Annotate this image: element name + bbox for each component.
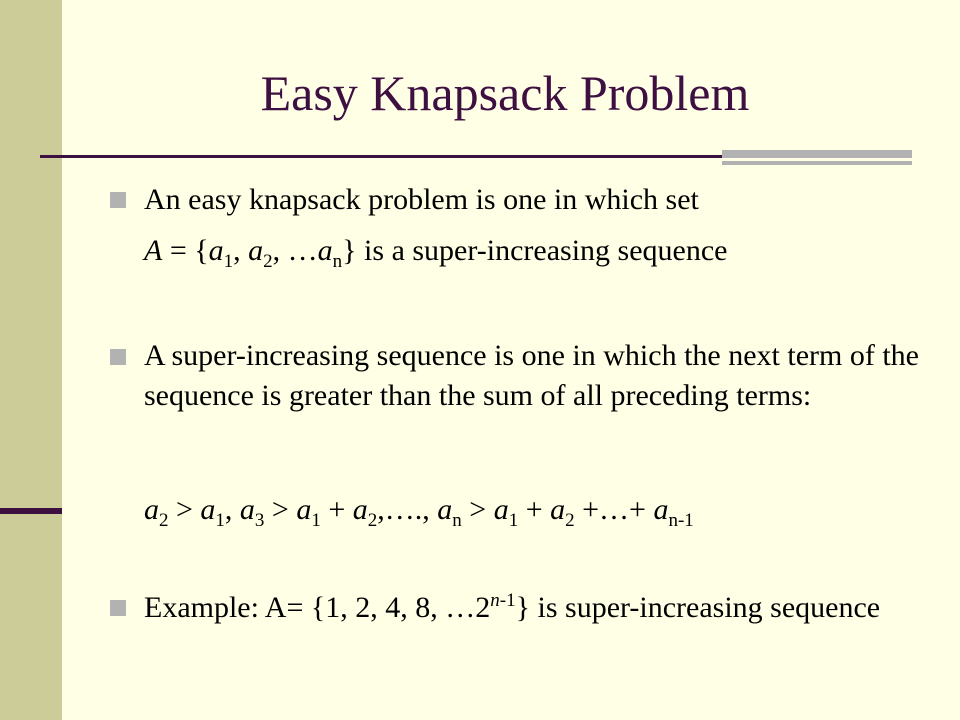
example-tail: } is super-increasing sequence: [515, 591, 881, 624]
formula-op: ,: [224, 493, 240, 526]
bullet-marker-1: [110, 192, 126, 208]
formula-term: a: [437, 493, 453, 526]
formula-sub: 2: [565, 510, 575, 531]
bullet-1-set-definition: [144, 231, 934, 271]
formula-term: a: [550, 493, 566, 526]
formula-term: a: [352, 493, 368, 526]
formula-sub: 1: [311, 510, 321, 531]
formula-op: >: [264, 493, 297, 526]
left-decorative-band: [0, 0, 62, 720]
example-exponent-n: n: [490, 590, 500, 611]
formula-op: >: [461, 493, 494, 526]
formula-sub: 3: [254, 510, 265, 531]
formula-op: ,….,: [377, 493, 438, 526]
set-elem-2-sub: 2: [263, 251, 273, 272]
formula-sub: 1: [508, 510, 519, 531]
set-sep-2: , …: [272, 234, 318, 267]
formula-term: a: [653, 493, 669, 526]
set-close: } is a super-increasing sequence: [342, 234, 728, 267]
formula-sub: 2: [367, 510, 378, 531]
set-elem-n: a: [317, 234, 333, 267]
formula-term: a: [493, 493, 509, 526]
bullet-marker-2: [110, 349, 126, 365]
formula-sub: n: [452, 510, 462, 531]
set-elem-2: a: [248, 234, 264, 267]
slide-title: Easy Knapsack Problem: [260, 65, 750, 121]
title-divider-accent: [722, 150, 912, 158]
formula-op: +: [320, 493, 353, 526]
formula-term: a: [296, 493, 312, 526]
left-accent-bar: [0, 508, 62, 514]
bullet-2-formula: [144, 490, 934, 530]
set-symbol: A: [144, 234, 163, 267]
formula-term: a: [144, 493, 159, 526]
set-elem-1: a: [208, 234, 224, 267]
example-exponent-rest: -1: [499, 590, 516, 611]
bullet-2-text: A super-increasing sequence is one in which the next term of the sequence is greater than the sum of all preceding terms:: [144, 339, 919, 412]
formula-sub: 2: [159, 510, 169, 531]
formula-term: a: [239, 493, 255, 526]
bullet-3-text: [144, 588, 934, 628]
set-eq-open: = {: [162, 234, 209, 267]
set-elem-1-sub: 1: [223, 251, 234, 272]
title-divider-accent-lower: [722, 161, 912, 165]
set-sep-1: ,: [233, 234, 249, 267]
formula-term: a: [200, 493, 216, 526]
bullet-1-text: An easy knapsack problem is one in which set: [144, 183, 699, 216]
example-lead: Example: A= {1, 2, 4, 8, …2: [144, 591, 491, 624]
set-elem-n-sub: n: [332, 251, 343, 272]
formula-sub: n-1: [668, 510, 694, 531]
formula-op: +: [518, 493, 551, 526]
formula-op: >: [168, 493, 201, 526]
bullet-marker-3: [110, 600, 126, 616]
formula-op: +…+: [574, 493, 654, 526]
formula-sub: 1: [215, 510, 225, 531]
